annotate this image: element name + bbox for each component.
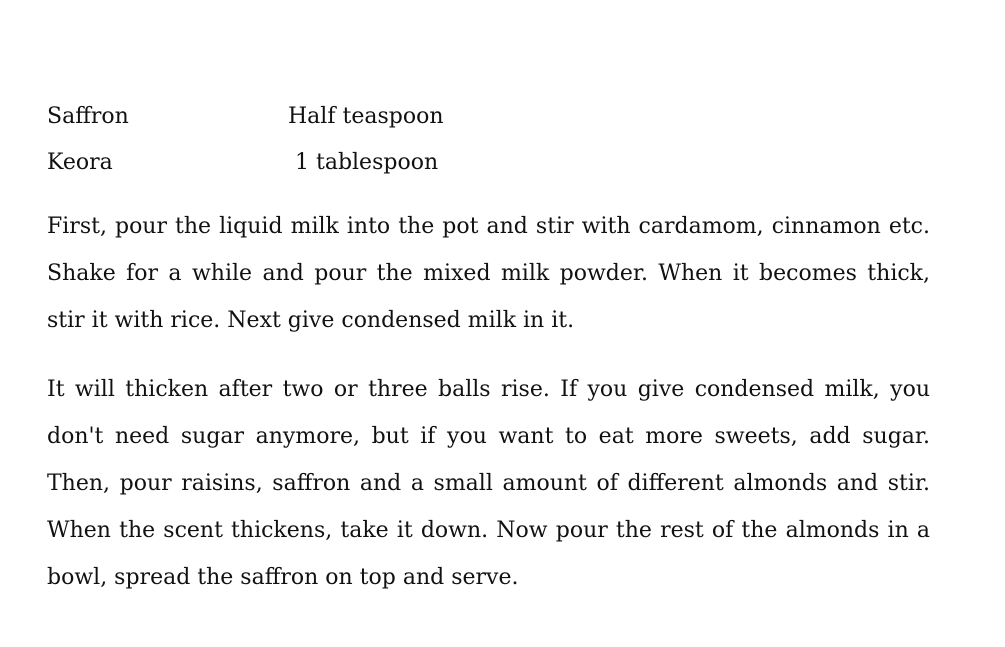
- ingredient-quantity: 1 tablespoon: [288, 149, 439, 175]
- ingredient-row: [47, 93, 930, 139]
- instruction-paragraph: First, pour the liquid milk into the pot and stir with cardamom, cinnamon etc. Shake for a while and pour the mixed milk powder. When it becomes thick, stir it with rice. Next give condensed milk in it.: [47, 214, 930, 333]
- ingredient-quantity: Half teaspoon: [288, 103, 444, 129]
- ingredient-name: Saffron: [47, 103, 129, 129]
- ingredient-row: [47, 139, 930, 185]
- ingredient-list: [47, 93, 930, 185]
- ingredient-name: Keora: [47, 149, 113, 175]
- document-page: [47, 93, 930, 623]
- instruction-paragraph: It will thicken after two or three balls rise. If you give condensed milk, you don't need sugar anymore, but if you want to eat more sweets, add sugar. Then, pour raisins, saffron and a small amount of different almonds and stir. When the scent thickens, take it down. Now pour the rest of the almonds in a bowl, spread the saffron on top and serve.: [47, 377, 930, 590]
